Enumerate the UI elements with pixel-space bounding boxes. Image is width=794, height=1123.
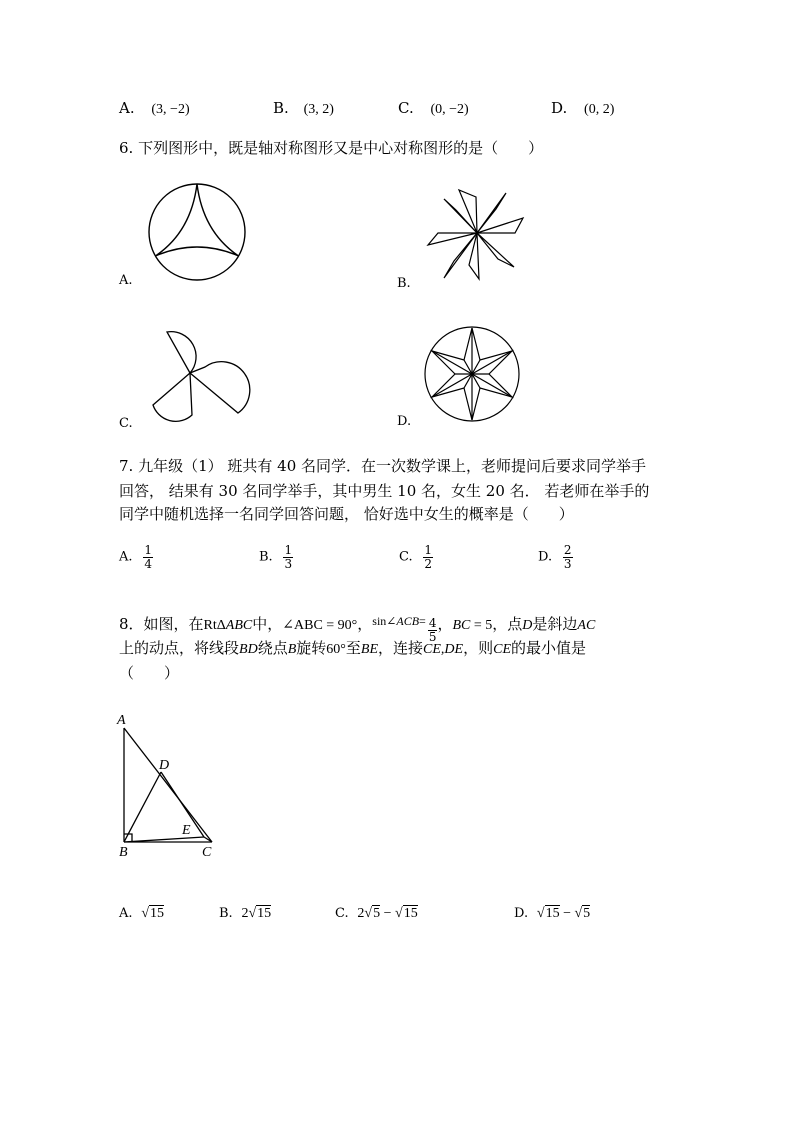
- q5-option-b: B. (3, 2): [273, 99, 334, 117]
- q8-stem-line2: 上的动点，将线段BD绕点B旋转60°至BE，连接CE,DE，则CE的最小值是: [119, 639, 587, 657]
- q8-option-c: C. 2√5 − √15: [335, 906, 418, 921]
- q6-stem: 6. 下列图形中，既是轴对称图形又是中心对称图形的是（ ）: [119, 139, 544, 157]
- q7-option-b: B. $\frac{1}{3}$: [259, 543, 293, 571]
- q6-figure-d: [423, 325, 521, 423]
- q7-option-c: C. $\frac{1}{2}$: [399, 543, 433, 571]
- q6-label-a: A.: [119, 273, 133, 288]
- q8-option-d: D. √15 − √5: [514, 906, 591, 921]
- q8-stem-line3: （ ）: [119, 664, 180, 682]
- q6-label-b: B.: [397, 276, 411, 291]
- q8-option-a: A. √15: [119, 906, 164, 921]
- q8-stem-line1: 8．如图，在RtΔABC中，∠ABC = 90°，$^{sin\angle ACB=}$ $\frac{4}{5}$ ，BC = 5，点D是斜边AC: [119, 614, 596, 644]
- q8-figure: [112, 710, 222, 862]
- q5-option-a: A. (3, −2): [119, 99, 190, 117]
- q6-figure-c: [150, 323, 246, 423]
- q7-option-d: D. $\frac{2}{3}$: [538, 543, 572, 571]
- q5-option-d: D. (0, 2): [551, 99, 615, 117]
- q8-label-d: D: [159, 758, 170, 773]
- q5-option-c: C. (0, −2): [398, 99, 469, 117]
- q7-stem-line1: 7. 九年级（1） 班共有 40 名同学．在一次数学课上，老师提问后要求同学举手: [119, 457, 647, 475]
- q7-stem-line2: 回答， 结果有 30 名同学举手，其中男生 10 名，女生 20 名． 若老师在举手的: [119, 482, 650, 500]
- q8-label-e: E: [182, 823, 191, 838]
- q6-label-d: D.: [397, 414, 412, 429]
- q7-option-a: A. $\frac{1}{4}$: [119, 543, 152, 571]
- q6-label-c: C.: [119, 416, 133, 431]
- q8-label-b: B: [119, 845, 128, 860]
- q8-label-a: A: [117, 713, 126, 728]
- q8-label-c: C: [202, 845, 212, 860]
- q8-option-b: B. 2√15: [219, 906, 272, 921]
- q6-figure-b: [424, 185, 528, 285]
- q6-figure-a: [145, 180, 249, 284]
- q7-stem-line3: 同学中随机选择一名同学回答问题， 恰好选中女生的概率是（ ）: [119, 505, 574, 523]
